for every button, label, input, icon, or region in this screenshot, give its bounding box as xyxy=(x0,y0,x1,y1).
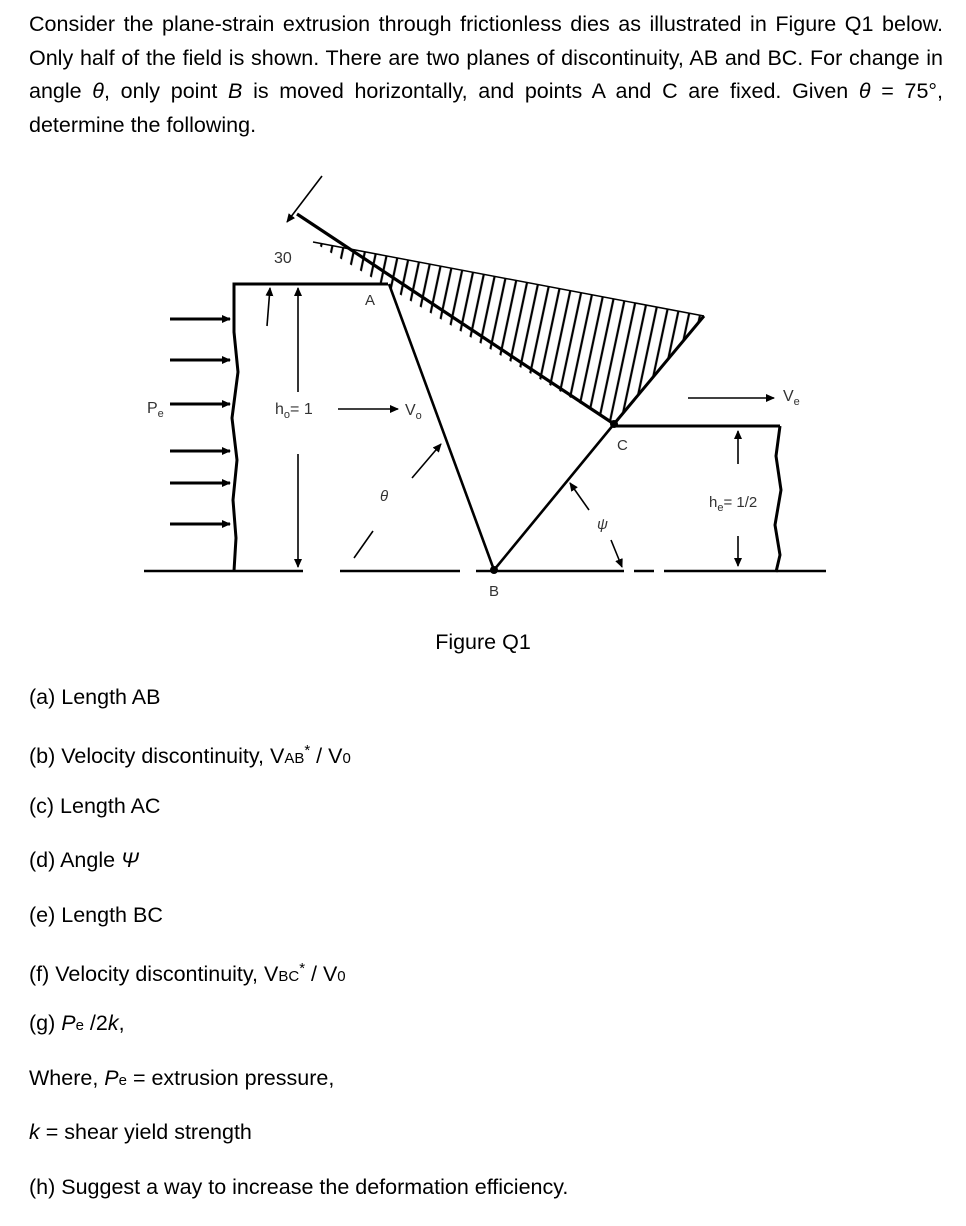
point-c-label: C xyxy=(617,437,628,454)
billet-outline xyxy=(232,284,388,571)
psi-label: ψ xyxy=(597,516,608,533)
item-c: (c) Length AC xyxy=(29,793,161,818)
item-f: (f) Velocity discontinuity, VBC* / V0 xyxy=(29,959,346,987)
die-hatched-region xyxy=(313,242,704,424)
ve-label: $V_e$ xyxy=(783,388,800,408)
ho-label: $h_o= 1$ xyxy=(275,401,313,421)
pressure-arrows xyxy=(170,319,230,524)
item-d: (d) Angle Ψ xyxy=(29,848,139,873)
point-c-dot xyxy=(610,420,618,428)
item-g: (g) Pe /2k, xyxy=(29,1011,125,1036)
item-b: (b) Velocity discontinuity, VAB* / V0 xyxy=(29,742,351,769)
where-line: Where, Pe = extrusion pressure, xyxy=(29,1065,335,1090)
psi-symbol: Ψ xyxy=(121,848,139,873)
item-h: (h) Suggest a way to increase the deformation efficiency. xyxy=(29,1174,569,1199)
vo-label: $V_o$ xyxy=(405,402,422,422)
point-a-label: A xyxy=(365,292,376,309)
figure-caption: Figure Q1 xyxy=(435,630,531,654)
line-bc xyxy=(494,424,614,570)
k-definition: k = shear yield strength xyxy=(29,1120,252,1145)
point-b-label: B xyxy=(489,583,500,600)
figure-q1 xyxy=(0,160,966,630)
point-b-dot xyxy=(490,566,498,574)
pe-label: $P_e$ xyxy=(147,400,164,420)
theta-label: θ xyxy=(380,488,389,505)
theta-symbol: θ xyxy=(92,79,104,103)
he-label: $h_e= 1/2$ xyxy=(709,494,758,514)
question-list xyxy=(29,682,568,1226)
item-a: (a) Length AB xyxy=(29,685,161,709)
problem-statement: Consider the plane-strain extrusion through frictionless dies as illustrated in Figure Q1 below. Only half of the field is shown. There are two planes of discontinuity, AB and BC. For change in angle θ, only point B is moved horizontally, and points A and C are fixed. Given θ = 75°, determine the following. xyxy=(29,12,943,137)
item-e: (e) Length BC xyxy=(29,902,163,927)
angle-30-label: 30 xyxy=(274,250,292,267)
